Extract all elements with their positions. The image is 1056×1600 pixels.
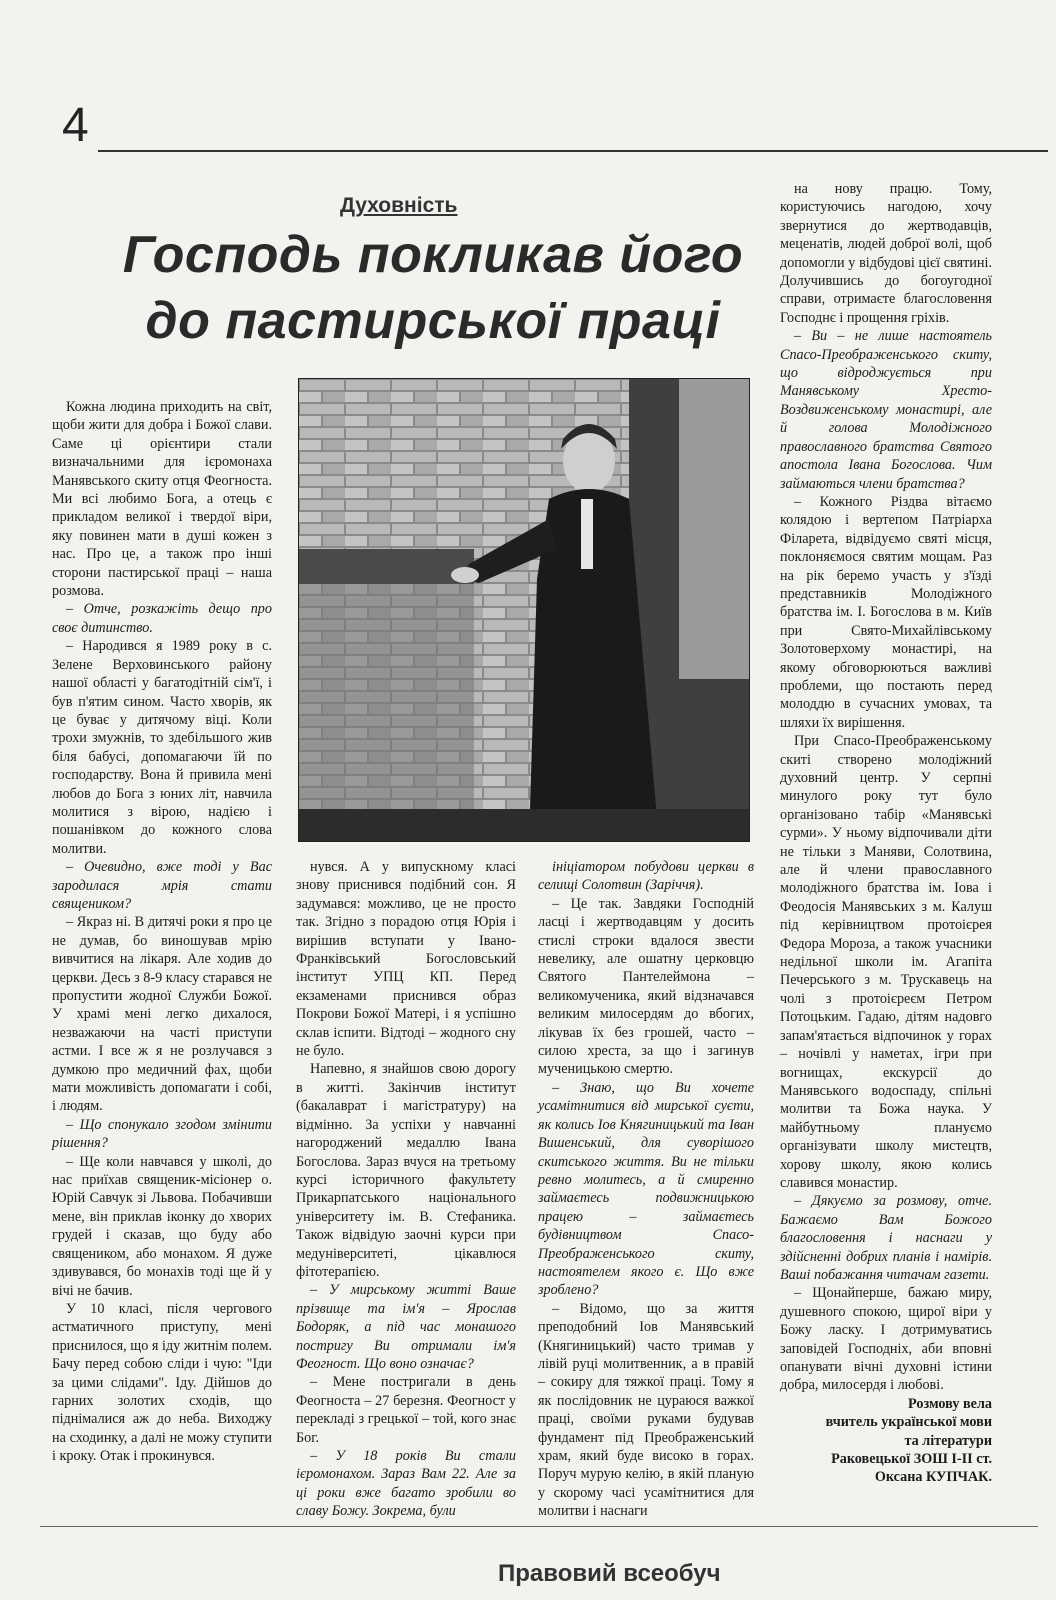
bottom-rule (40, 1526, 1038, 1527)
footer-section-title: Правовий всеобуч (498, 1560, 721, 1587)
article-paragraph: При Спасо-Преображенському скиті створено молодіжний духовний центр. У серпні минулого року тут було організовано табір «Манявські сурми». У ньому відпочивали діти не тільки з Маняви, Солотвина, але й члени православного молодіжного братства ім. Іова і Феодосія Манявських з м. Калуш під керівництвом протоієрея Федора Мороза, а також учасники недільної школи ім. Агапіта Печерського з м. Трускавець на чолі з протоієреєм Петром Потоцьким. Гадаю, дітям надовго запам'ятається відпочинок у горах – ночівлі у наметах, ігри при вогнищах, екскурсії до Манявського водоспаду, спільні молитви та Божа наука. У майбутньому плануємо організувати школу мистецтв, хорову школу, якою колись славився монастир. (780, 733, 992, 1191)
article-paragraph: нувся. А у випускному класі знову приснився подібний сон. Я задумався: можливо, це не просто так. Згідно з порадою отця Юрія і вирішив вступати у Івано-Франківський Богословський інститут УПЦ КП. Перед екзаменами приснився образ Покрови Божої Матері, і я успішно склав іспити. Відтоді – жодного сну не було. (296, 859, 516, 1060)
article-paragraph: – У мирському житті Ваше прізвище та ім'я – Ярослав Бодоряк, а під час монашого постригу Ви отримали ім'я Феогност. Що воно означає? (296, 1282, 516, 1372)
article-paragraph: – Мене постригали в день Феогноста – 27 березня. Феогност у перекладі з грецької – той, кого знає Бог. (296, 1374, 516, 1446)
article-paragraph: – Очевидно, вже тоді у Вас зародилася мрія стати священиком? (52, 859, 272, 912)
author-signature-line: вчитель української мови (825, 1414, 992, 1431)
author-signature-line: та літератури (904, 1432, 992, 1449)
article-paragraph: – Народився я 1989 року в с. Зелене Верховинського району нашої області у багатодітній сім'ї, і був п'ятим сином. Часто хворів, як це буває у дитячому віці. Коли трохи змужнів, то здебільшого жив біля бабусі, допомагаючи їй по господарству. Вона й привила мені любов до Бога з юних літ, навчила молитися з вірою, надією і пошанівком до кожного слова молитви. (52, 638, 272, 857)
article-column-2 (296, 858, 516, 1520)
article-paragraph: – Отче, розкажіть дещо про своє дитинство. (52, 601, 272, 636)
author-signature-line: Раковецької ЗОШ І-ІІ ст. (831, 1451, 992, 1468)
article-paragraph: – Що спонукало згодом змінити рішення? (52, 1116, 272, 1152)
article-paragraph: У 10 класі, після чергового астматичного приступу, мені приснилося, що я іду житнім полем. Бачу перед собою сліди і чую: "Іди за цими слідами". Іду. Дійшов до гарних золотих сходів, що піднімалися аж до неба. Виходжу на сходинку, а далі не можу ступити і кроку. Отак і прокинувся. (52, 1300, 272, 1465)
article-paragraph: – Дякуємо за розмову, отче. Бажаємо Вам Божого благословення і наснаги у здійсненні добрих планів і намірів. Ваші побажання читачам газети. (780, 1193, 992, 1283)
author-signature-line: Розмову вела (908, 1395, 992, 1412)
top-rule (98, 150, 1048, 152)
article-column-4 (780, 180, 992, 1520)
article-paragraph: – Кожного Різдва вітаємо колядою і вертепом Патріарха Філарета, відвідуємо святі місця, поклоняємося святим мощам. Раз на рік беремо участь у з'їзді представників Молодіжного братства ім. І. Богослова в м. Київ при Свято-Михайлівському Золотоверхому монастирі, на якому обговорюються важливі проблеми, що постають перед молоддю в сучасних умовах, та шляхи їх вирішення. (780, 493, 992, 731)
article-headline: Господь покликав його до пастирської праці (122, 226, 744, 350)
article-column-1 (52, 398, 272, 1518)
article-column-3 (538, 858, 754, 1520)
priest-photo-illustration (299, 379, 749, 841)
article-paragraph: – У 18 років Ви стали ієромонахом. Зараз Вам 22. Але за ці роки вже багато зробили во славу Божу. Зокрема, були (296, 1448, 516, 1520)
article-paragraph: на нову працю. Тому, користуючись нагодою, хочу звернутися до жертводавців, меценатів, людей доброї волі, щоб допомогли у відбудові цієї святині. Долучившись до богоугодної справи, отримаєте благословення Господнє і прощення гріхів. (780, 181, 992, 326)
article-paragraph: Кожна людина приходить на світ, щоби жити для добра і Божої слави. Саме ці орієнтири стали визначальними для ієромонаха Манявського скиту отця Феогноста. Ми всі любимо Бога, а отець є прикладом великої і твердої віри, яку повинен мати в душі кожен з нас. Про це, а також про інші сторони пастирської праці – наша розмова. (52, 399, 272, 600)
article-paragraph: – Ви – не лише настоятель Спасо-Преображенського скиту, що відроджується при Манявському Хресто-Воздвиженському монастирі, але й голова Молодіжного православного братства Святого апостола Івана Богослова. Чим займаються члени братства? (780, 328, 992, 492)
author-signature-line: Оксана КУПЧАК. (874, 1469, 992, 1486)
article-paragraph: Напевно, я знайшов свою дорогу в житті. Закінчив інститут (бакалаврат і магістратуру) на відмінно. За успіхи у навчанні нагороджений медаллю Івана Богослова. Зараз вчуся на третьому курсі історичного факультету Прикарпатського національного університету ім. В. Стефаника. Також відвідую заочні курси при медуніверситеті, цікавлюся фітотерапією. (296, 1061, 516, 1280)
article-paragraph: – Ще коли навчався у школі, до нас приїхав священик-місіонер о. Юрій Савчук зі Львова. Побачивши мене, він приклав іконку до хворих грудей і сказав, що буду або священиком, або монахом. Я дуже здивувався, бо монахів тоді ще й у вічі не бачив. (52, 1153, 272, 1299)
article-paragraph: – Щонайперше, бажаю миру, душевного спокою, щирої віри у Божу ласку. І дотримуватись заповідей Господніх, аби вповні опанувати вічні духовні істини добра, милосердя і любові. (780, 1285, 992, 1394)
page-number: 4 (62, 99, 89, 152)
article-paragraph: – Це так. Завдяки Господній ласці і жертводавцям у досить стислі строки вдалося звести невелику, але ошатну церковцю Святого Пантелеймона – великомученика, який відзначався великим милосердям до вбогих, лікував їх без грошей, часто – силою хреста, за що і загинув мученицькою смертю. (538, 895, 754, 1078)
article-paragraph: – Знаю, що Ви хочете усамітнитися від мирської суєти, як колись Іов Княгиницький та Іван Вишенський, для суворішого скитського життя. Ви не тільки ревно молитесь, а й смиренно займаєтесь подвижницькою працею – займаєтесь будівництвом Спасо-Преображенського скиту, настоятелем якого є. Що вже зроблено? (538, 1079, 754, 1299)
article-photo (298, 378, 750, 842)
section-rubric: Духовність (340, 194, 458, 217)
article-paragraph: ініціатором побудови церкви в селищі Солотвин (Заріччя). (538, 859, 754, 894)
article-paragraph: – Якраз ні. В дитячі роки я про це не думав, бо виношував мрію вивчитися на лікаря. Але ходив до церкви. Десь з 8-9 класу старався не пропустити жодної Служби Божої. У храмі мені легко дихалося, незважаючи на часті приступи астми. І все ж я не розлучався з думкою про медичний фах, щоби мати можливість допомагати і собі, і людям. (52, 914, 272, 1115)
article-paragraph: – Відомо, що за життя преподобний Іов Манявський (Княгиницький) часто тримав у лівій руці молитвенник, а в правій – сокиру для тяжкої праці. Тому я як послідовник не цураюся важкої праці, своїми руками будував фундамент під Преображенський храм, який буде високо в горах. Поруч мурую келію, в якій планую у скорому часі усамітнитися для молитви і наснаги (538, 1300, 754, 1520)
